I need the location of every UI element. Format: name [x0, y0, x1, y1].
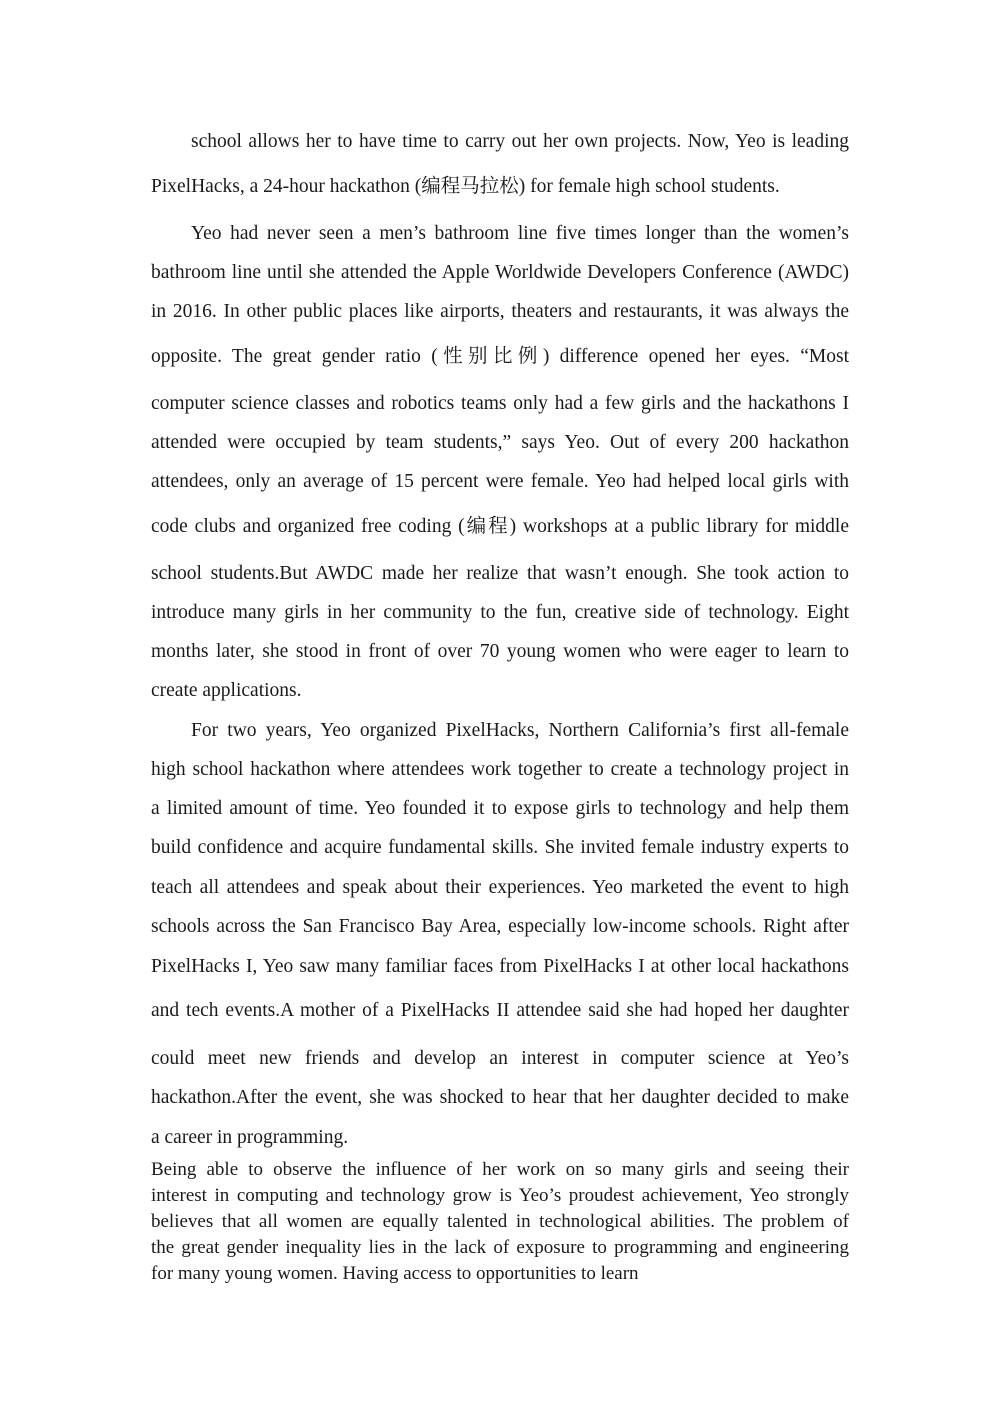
- text-line: Yeo had never seen a men’s bathroom line five times longer than the women’s: [191, 223, 849, 244]
- text-line: a career in programming.: [151, 1127, 349, 1148]
- text-line: bathroom line until she attended the Apple Worldwide Developers Conference (AWDC): [151, 262, 849, 283]
- text-line: months later, she stood in front of over 70 young women who were eager to learn to: [151, 641, 849, 662]
- text-line: code clubs and organized free coding (编程) workshops at a public library for middle: [151, 516, 849, 537]
- text-line: computer science classes and robotics teams only had a few girls and the hackathons I: [151, 393, 849, 414]
- text-line: introduce many girls in her community to the fun, creative side of technology. Eight: [151, 602, 849, 623]
- text-line: opposite. The great gender ratio (性别比例) difference opened her eyes. “Most: [151, 346, 849, 367]
- text-line: school students.But AWDC made her realize that wasn’t enough. She took action to: [151, 563, 849, 584]
- text-line: hackathon.After the event, she was shocked to hear that her daughter decided to make: [151, 1087, 849, 1108]
- text-line: and tech events.A mother of a PixelHacks II attendee said she had hoped her daughter: [151, 1000, 849, 1021]
- text-line: attendees, only an average of 15 percent were female. Yeo had helped local girls with: [151, 471, 849, 492]
- text-line: in 2016. In other public places like airports, theaters and restaurants, it was always the: [151, 301, 849, 322]
- text-line: believes that all women are equally talented in technological abilities. The problem of: [151, 1211, 849, 1232]
- text-line: could meet new friends and develop an interest in computer science at Yeo’s: [151, 1048, 849, 1069]
- text-line: the great gender inequality lies in the lack of exposure to programming and engineering: [151, 1237, 849, 1258]
- text-line: build confidence and acquire fundamental skills. She invited female industry experts to: [151, 837, 849, 858]
- text-line: school allows her to have time to carry out her own projects. Now, Yeo is leading: [191, 131, 849, 152]
- text-line: create applications.: [151, 680, 302, 701]
- text-line: high school hackathon where attendees work together to create a technology project in: [151, 759, 849, 780]
- text-line: schools across the San Francisco Bay Area, especially low-income schools. Right after: [151, 916, 849, 937]
- text-line: a limited amount of time. Yeo founded it to expose girls to technology and help them: [151, 798, 849, 819]
- text-line: PixelHacks I, Yeo saw many familiar faces from PixelHacks I at other local hackathons: [151, 956, 849, 977]
- text-line: for many young women. Having access to opportunities to learn: [151, 1263, 639, 1284]
- text-line: teach all attendees and speak about their experiences. Yeo marketed the event to high: [151, 877, 849, 898]
- text-line: attended were occupied by team students,” says Yeo. Out of every 200 hackathon: [151, 432, 849, 453]
- text-line: For two years, Yeo organized PixelHacks, Northern California’s first all-female: [191, 720, 849, 741]
- text-line: Being able to observe the influence of her work on so many girls and seeing their: [151, 1159, 849, 1180]
- text-line: PixelHacks, a 24-hour hackathon (编程马拉松) for female high school students.: [151, 176, 780, 197]
- text-line: interest in computing and technology grow is Yeo’s proudest achievement, Yeo strongly: [151, 1185, 849, 1206]
